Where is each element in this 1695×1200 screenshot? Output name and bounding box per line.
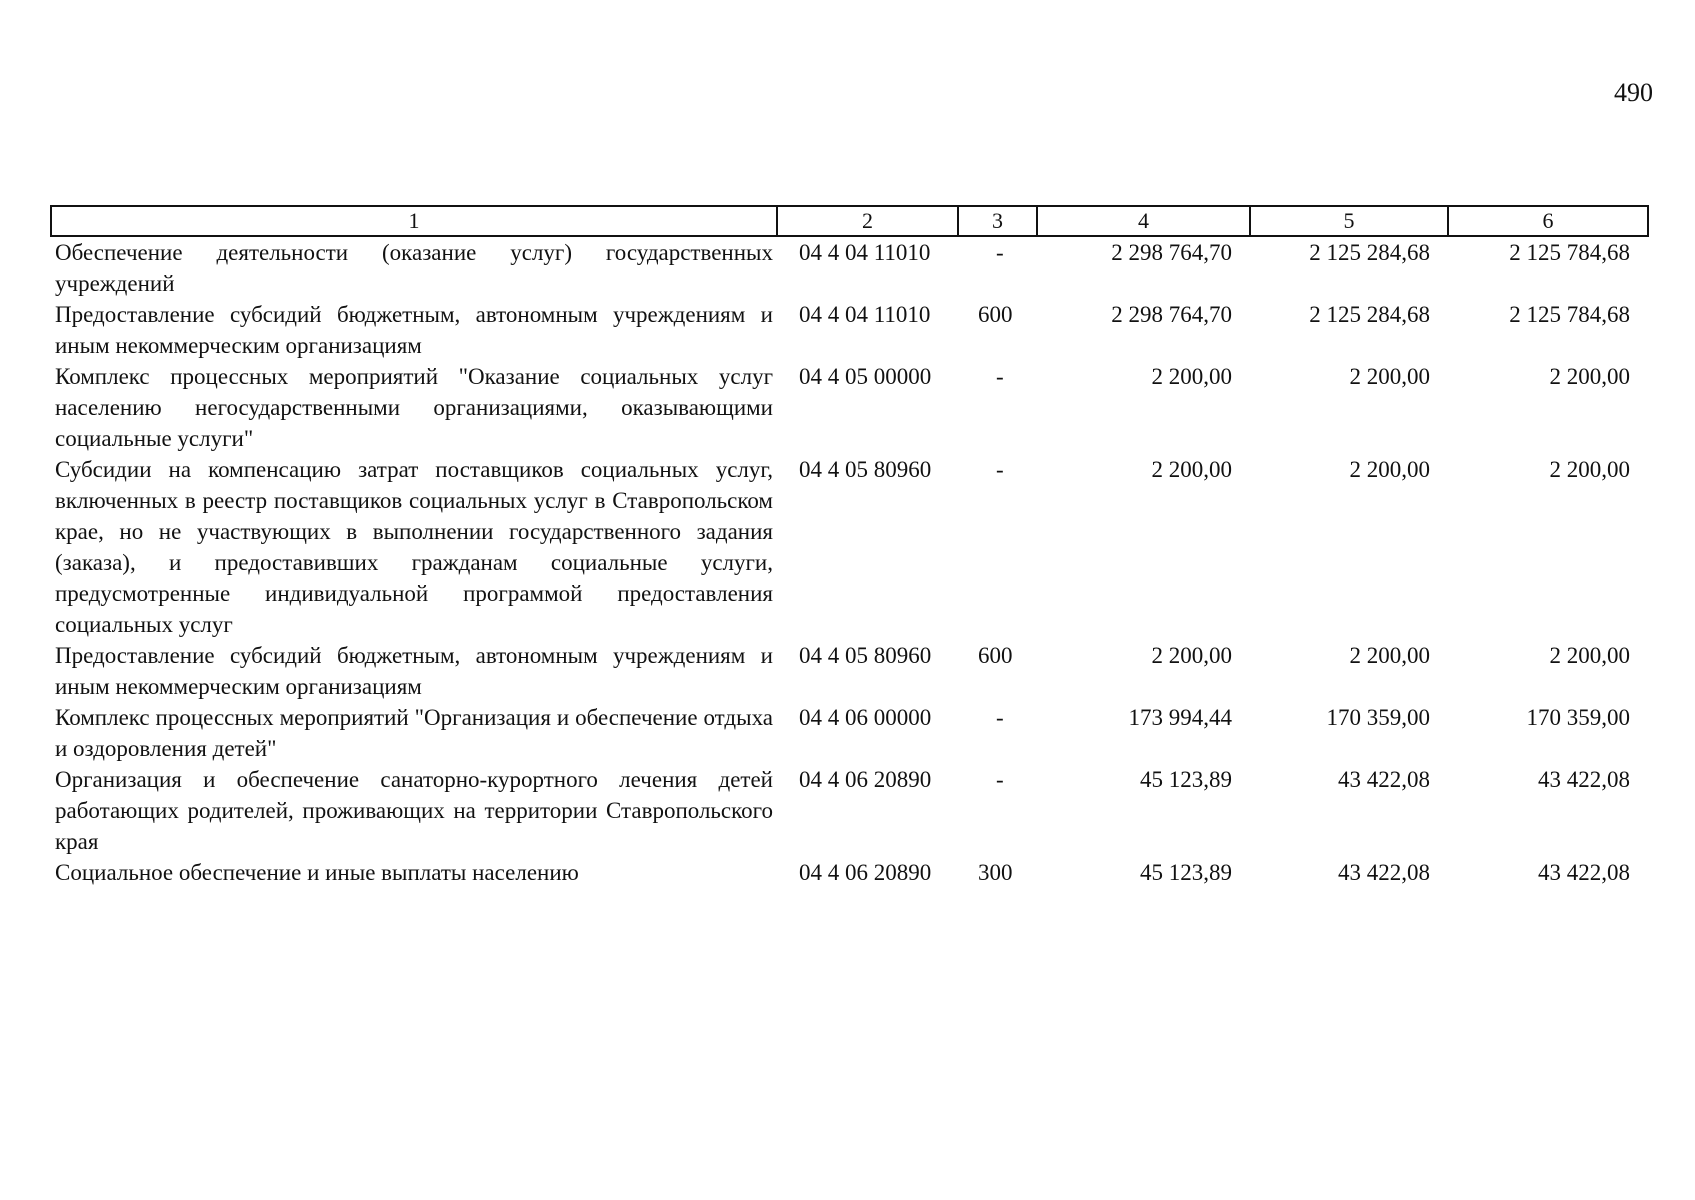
- row-amount-col5: 2 200,00: [1349, 364, 1430, 389]
- column-header-4: 4: [1037, 206, 1250, 236]
- row-amount-col6: 2 200,00: [1549, 643, 1630, 668]
- row-expense-type: 600: [978, 643, 1013, 668]
- budget-table: [50, 205, 1649, 888]
- row-name: Комплекс процессных мероприятий "Оказание социальных услуг населению негосударственными организациями, оказывающими социальные услуги": [55, 364, 773, 451]
- column-header-1: 1: [51, 206, 777, 236]
- row-amount-col5: 43 422,08: [1338, 860, 1430, 885]
- table-header: [51, 206, 1648, 236]
- row-target-code: 04 4 06 20890: [799, 860, 932, 885]
- row-target-code: 04 4 06 00000: [799, 705, 932, 730]
- row-expense-type: 300: [978, 860, 1013, 885]
- row-name: Обеспечение деятельности (оказание услуг) государственных учреждений: [55, 240, 773, 296]
- page-number: 490: [1614, 78, 1653, 107]
- row-target-code: 04 4 04 11010: [799, 302, 931, 327]
- row-amount-col5: 2 125 284,68: [1309, 240, 1430, 265]
- row-expense-type: -: [996, 457, 1004, 482]
- row-target-code: 04 4 05 80960: [799, 643, 932, 668]
- row-amount-col5: 2 200,00: [1349, 643, 1430, 668]
- row-amount-col5: 170 359,00: [1326, 705, 1430, 730]
- row-target-code: 04 4 05 00000: [799, 364, 932, 389]
- column-header-6: 6: [1448, 206, 1648, 236]
- table-body: [51, 236, 1648, 888]
- row-expense-type: -: [996, 767, 1004, 792]
- header-row: [51, 206, 1648, 236]
- row-name: Социальное обеспечение и иные выплаты населению: [55, 860, 579, 885]
- table-row: [51, 361, 1648, 454]
- row-amount-col6: 43 422,08: [1538, 767, 1630, 792]
- row-amount-col5: 2 125 284,68: [1309, 302, 1430, 327]
- row-amount-col6: 43 422,08: [1538, 860, 1630, 885]
- row-amount-col4: 2 298 764,70: [1111, 302, 1232, 327]
- row-target-code: 04 4 05 80960: [799, 457, 932, 482]
- row-amount-col6: 2 125 784,68: [1509, 240, 1630, 265]
- column-header-3: 3: [958, 206, 1037, 236]
- row-amount-col4: 2 200,00: [1151, 364, 1232, 389]
- row-amount-col6: 2 125 784,68: [1509, 302, 1630, 327]
- row-amount-col5: 43 422,08: [1338, 767, 1430, 792]
- table-row: [51, 236, 1648, 299]
- row-amount-col4: 45 123,89: [1140, 860, 1232, 885]
- row-target-code: 04 4 04 11010: [799, 240, 931, 265]
- row-expense-type: -: [996, 240, 1004, 265]
- table-row: [51, 299, 1648, 361]
- row-amount-col4: 173 994,44: [1128, 705, 1232, 730]
- row-name: Организация и обеспечение санаторно-курортного лечения детей работающих родителей, проживающих на территории Ставропольского края: [55, 767, 773, 854]
- column-header-2: 2: [777, 206, 958, 236]
- row-amount-col5: 2 200,00: [1349, 457, 1430, 482]
- row-amount-col6: 2 200,00: [1549, 364, 1630, 389]
- table-row: [51, 454, 1648, 640]
- row-name: Предоставление субсидий бюджетным, автономным учреждениям и иным некоммерческим организациям: [55, 643, 773, 699]
- row-amount-col4: 2 200,00: [1151, 457, 1232, 482]
- row-amount-col6: 2 200,00: [1549, 457, 1630, 482]
- row-target-code: 04 4 06 20890: [799, 767, 932, 792]
- row-expense-type: -: [996, 364, 1004, 389]
- row-expense-type: -: [996, 705, 1004, 730]
- row-name: Субсидии на компенсацию затрат поставщиков социальных услуг, включенных в реестр поставщиков социальных услуг в Ставропольском крае, но не участвующих в выполнении государственного задания (заказа), и предоставивших гражданам социальные услуги, предусмотренные индивидуальной программой предоставления социальных услуг: [55, 457, 773, 637]
- row-amount-col4: 2 298 764,70: [1111, 240, 1232, 265]
- table-row: [51, 764, 1648, 857]
- row-name: Комплекс процессных мероприятий "Организация и обеспечение отдыха и оздоровления детей": [55, 705, 773, 761]
- table-row: [51, 702, 1648, 764]
- row-expense-type: 600: [978, 302, 1013, 327]
- row-name: Предоставление субсидий бюджетным, автономным учреждениям и иным некоммерческим организациям: [55, 302, 773, 358]
- table-row: [51, 857, 1648, 888]
- row-amount-col4: 45 123,89: [1140, 767, 1232, 792]
- row-amount-col6: 170 359,00: [1526, 705, 1630, 730]
- table-row: [51, 640, 1648, 702]
- row-amount-col4: 2 200,00: [1151, 643, 1232, 668]
- column-header-5: 5: [1250, 206, 1448, 236]
